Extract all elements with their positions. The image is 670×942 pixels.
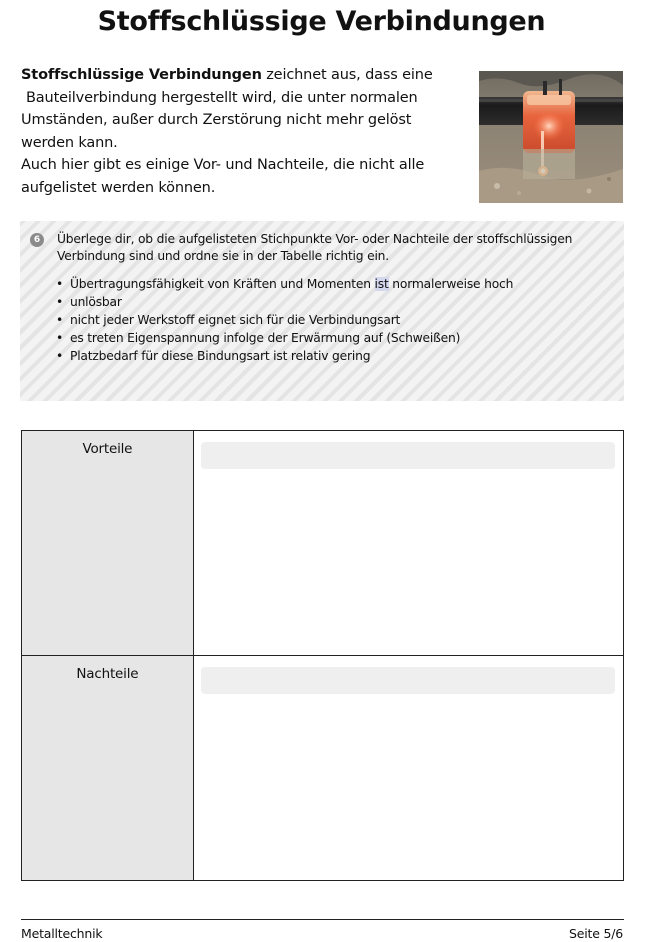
advantages-input-field[interactable]	[201, 442, 615, 469]
list-item-text: normalerweise hoch	[388, 277, 514, 291]
footer-subject: Metalltechnik	[21, 926, 103, 941]
advantages-answer-cell	[193, 431, 623, 656]
task-number-badge: 6	[30, 233, 44, 247]
list-item-text: Übertragungsfähigkeit von Kräften und Momenten	[70, 277, 375, 291]
task-instruction	[57, 231, 617, 265]
task-instruction-line2: Verbindung sind und ordne sie in der Tabelle richtig ein.	[57, 249, 389, 263]
table-row	[22, 656, 624, 881]
advantages-label-cell	[22, 431, 194, 656]
intro-text	[21, 64, 461, 199]
intro-bold-term: Stoffschlüssige Verbindungen	[21, 67, 262, 83]
page-title: Stoffschlüssige Verbindungen	[97, 6, 546, 37]
list-item	[56, 275, 513, 293]
intro-line5: Auch hier gibt es einige Vor- und Nachteile, die nicht alle	[21, 157, 425, 173]
task-instruction-line1: Überlege dir, ob die aufgelisteten Stichpunkte Vor- oder Nachteile der stoffschlüssigen	[57, 232, 573, 246]
list-item: • nicht jeder Werkstoff eignet sich für die Verbindungsart	[56, 311, 513, 329]
disadvantages-label: Nachteile	[76, 666, 139, 682]
welded-pipe-photo	[479, 71, 623, 203]
highlighted-word: ist	[374, 277, 389, 291]
list-item: • Platzbedarf für diese Bindungsart ist relativ gering	[56, 347, 513, 365]
intro-line1: zeichnet aus, dass eine	[261, 67, 433, 83]
task-item-list	[56, 275, 513, 365]
intro-line6: aufgelistet werden können.	[21, 179, 216, 196]
task-box	[20, 221, 624, 401]
disadvantages-input-field[interactable]	[201, 667, 615, 694]
answer-table	[21, 430, 624, 881]
intro-line3: Umständen, außer durch Zerstörung nicht mehr gelöst	[21, 112, 412, 128]
intro-line2: Bauteilverbindung hergestellt wird, die unter normalen	[26, 89, 418, 106]
list-item: • unlösbar	[56, 293, 513, 311]
footer-divider	[21, 919, 624, 920]
list-item: • es treten Eigenspannung infolge der Erwärmung auf (Schweißen)	[56, 329, 513, 347]
advantages-label: Vorteile	[82, 441, 133, 457]
footer-page-number: Seite 5/6	[569, 926, 623, 941]
disadvantages-label-cell	[22, 656, 194, 881]
table-row	[22, 431, 624, 656]
intro-line4: werden kann.	[21, 134, 118, 151]
disadvantages-answer-cell	[193, 656, 623, 881]
